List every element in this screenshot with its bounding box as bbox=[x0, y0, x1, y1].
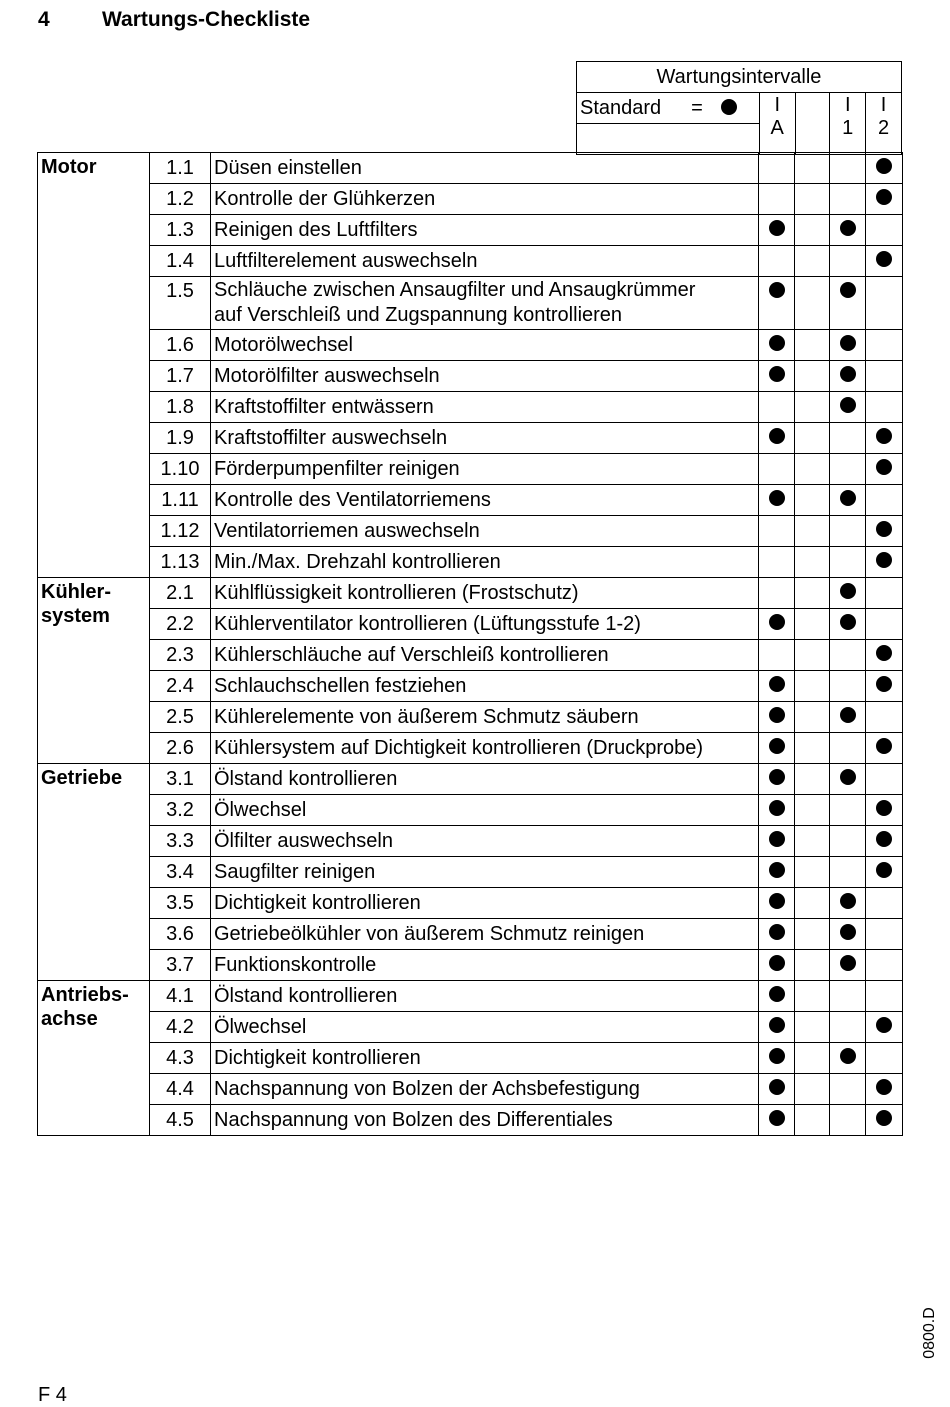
interval-cell bbox=[759, 795, 795, 826]
table-row bbox=[38, 1105, 903, 1136]
interval-cell bbox=[795, 981, 830, 1012]
bullet-dot-icon bbox=[769, 1048, 785, 1064]
bullet-dot-icon bbox=[876, 428, 892, 444]
interval-cell bbox=[830, 857, 866, 888]
item-description: Ölstand kontrollieren bbox=[211, 764, 759, 795]
item-number: 1.4 bbox=[150, 246, 211, 277]
item-number: 3.4 bbox=[150, 857, 211, 888]
interval-cell bbox=[795, 888, 830, 919]
table-row bbox=[38, 153, 903, 184]
item-number: 4.1 bbox=[150, 981, 211, 1012]
interval-cell bbox=[866, 330, 903, 361]
item-number: 2.3 bbox=[150, 640, 211, 671]
interval-cell bbox=[866, 764, 903, 795]
table-row bbox=[38, 671, 903, 702]
interval-cell bbox=[830, 246, 866, 277]
item-number: 3.3 bbox=[150, 826, 211, 857]
item-number: 2.4 bbox=[150, 671, 211, 702]
interval-cell bbox=[866, 1043, 903, 1074]
interval-cell bbox=[795, 392, 830, 423]
interval-cell bbox=[866, 361, 903, 392]
bullet-dot-icon bbox=[876, 459, 892, 475]
bullet-dot-icon bbox=[876, 800, 892, 816]
interval-cell bbox=[795, 609, 830, 640]
interval-cell bbox=[866, 1012, 903, 1043]
interval-cell bbox=[759, 981, 795, 1012]
interval-cell bbox=[795, 857, 830, 888]
item-number: 1.11 bbox=[150, 485, 211, 516]
interval-cell bbox=[759, 671, 795, 702]
interval-cell bbox=[759, 516, 795, 547]
page-number: F 4 bbox=[38, 1384, 67, 1406]
interval-cell bbox=[866, 1105, 903, 1136]
interval-cell bbox=[830, 215, 866, 246]
item-number: 2.1 bbox=[150, 578, 211, 609]
interval-cell bbox=[866, 826, 903, 857]
item-number: 1.12 bbox=[150, 516, 211, 547]
interval-cell bbox=[830, 702, 866, 733]
interval-cell bbox=[866, 516, 903, 547]
bullet-dot-icon bbox=[840, 282, 856, 298]
bullet-dot-icon bbox=[876, 521, 892, 537]
interval-cell bbox=[866, 795, 903, 826]
bullet-dot-icon bbox=[876, 1079, 892, 1095]
interval-cell bbox=[759, 702, 795, 733]
table-row bbox=[38, 640, 903, 671]
bullet-dot-icon bbox=[840, 366, 856, 382]
interval-cell bbox=[759, 361, 795, 392]
interval-cell bbox=[866, 184, 903, 215]
table-row bbox=[38, 1074, 903, 1105]
interval-cell bbox=[830, 826, 866, 857]
document-code: 0800.D bbox=[920, 1307, 938, 1359]
item-number: 4.5 bbox=[150, 1105, 211, 1136]
interval-cell bbox=[759, 392, 795, 423]
table-row bbox=[38, 609, 903, 640]
bullet-dot-icon bbox=[769, 924, 785, 940]
item-description: Nachspannung von Bolzen der Achsbefestigung bbox=[211, 1074, 759, 1105]
interval-cell bbox=[866, 888, 903, 919]
interval-cell bbox=[795, 578, 830, 609]
bullet-dot-icon bbox=[769, 366, 785, 382]
item-description: Getriebeölkühler von äußerem Schmutz reinigen bbox=[211, 919, 759, 950]
item-description: Motorölwechsel bbox=[211, 330, 759, 361]
item-description: Reinigen des Luftfilters bbox=[211, 215, 759, 246]
interval-col-1: I 1 bbox=[830, 93, 866, 155]
bullet-dot-icon bbox=[876, 738, 892, 754]
interval-cell bbox=[759, 764, 795, 795]
table-row bbox=[38, 702, 903, 733]
interval-cell bbox=[759, 578, 795, 609]
intervals-title: Wartungsintervalle bbox=[577, 62, 902, 93]
table-row bbox=[38, 246, 903, 277]
table-row bbox=[38, 547, 903, 578]
table-row bbox=[38, 888, 903, 919]
bullet-dot-icon bbox=[769, 862, 785, 878]
item-number: 1.8 bbox=[150, 392, 211, 423]
item-description: Kraftstoffilter entwässern bbox=[211, 392, 759, 423]
interval-cell bbox=[759, 919, 795, 950]
interval-cell bbox=[795, 671, 830, 702]
interval-cell bbox=[795, 215, 830, 246]
interval-cell bbox=[795, 454, 830, 485]
interval-cell bbox=[866, 857, 903, 888]
interval-cell bbox=[830, 950, 866, 981]
interval-cell bbox=[830, 153, 866, 184]
interval-cell bbox=[759, 640, 795, 671]
interval-cell bbox=[830, 671, 866, 702]
item-description: Ölwechsel bbox=[211, 1012, 759, 1043]
bullet-dot-icon bbox=[769, 831, 785, 847]
interval-cell bbox=[759, 609, 795, 640]
item-number: 4.4 bbox=[150, 1074, 211, 1105]
interval-cell bbox=[866, 277, 903, 330]
item-description: Förderpumpenfilter reinigen bbox=[211, 454, 759, 485]
interval-cell bbox=[830, 392, 866, 423]
table-row bbox=[38, 392, 903, 423]
interval-cell bbox=[759, 1043, 795, 1074]
interval-cell bbox=[830, 454, 866, 485]
interval-cell bbox=[866, 919, 903, 950]
interval-cell bbox=[795, 330, 830, 361]
heading-number: 4 bbox=[38, 8, 50, 31]
interval-cell bbox=[830, 981, 866, 1012]
interval-col-empty bbox=[795, 93, 830, 155]
interval-cell bbox=[759, 485, 795, 516]
interval-cell bbox=[866, 1074, 903, 1105]
bullet-dot-icon bbox=[769, 1017, 785, 1033]
interval-cell bbox=[759, 1074, 795, 1105]
interval-cell bbox=[830, 423, 866, 454]
interval-cell bbox=[830, 1105, 866, 1136]
interval-cell bbox=[759, 857, 795, 888]
item-number: 4.3 bbox=[150, 1043, 211, 1074]
item-number: 3.5 bbox=[150, 888, 211, 919]
interval-cell bbox=[866, 547, 903, 578]
table-row bbox=[38, 919, 903, 950]
item-description: Kühlflüssigkeit kontrollieren (Frostschutz) bbox=[211, 578, 759, 609]
item-description: Ölstand kontrollieren bbox=[211, 981, 759, 1012]
interval-cell bbox=[795, 1074, 830, 1105]
bullet-dot-icon bbox=[769, 955, 785, 971]
interval-cell bbox=[795, 950, 830, 981]
interval-cell bbox=[866, 640, 903, 671]
table-row bbox=[38, 764, 903, 795]
bullet-dot-icon bbox=[876, 552, 892, 568]
item-description: Kühlerschläuche auf Verschleiß kontrollieren bbox=[211, 640, 759, 671]
item-description: Motorölfilter auswechseln bbox=[211, 361, 759, 392]
interval-cell bbox=[830, 1074, 866, 1105]
bullet-dot-icon bbox=[876, 1110, 892, 1126]
interval-cell bbox=[830, 547, 866, 578]
interval-cell bbox=[759, 547, 795, 578]
bullet-dot-icon bbox=[769, 282, 785, 298]
item-description: Kontrolle des Ventilatorriemens bbox=[211, 485, 759, 516]
interval-cell bbox=[830, 609, 866, 640]
item-number: 3.1 bbox=[150, 764, 211, 795]
bullet-dot-icon bbox=[769, 800, 785, 816]
bullet-dot-icon bbox=[840, 583, 856, 599]
item-description: Funktionskontrolle bbox=[211, 950, 759, 981]
bullet-dot-icon bbox=[769, 676, 785, 692]
interval-cell bbox=[795, 361, 830, 392]
item-description: Kraftstoffilter auswechseln bbox=[211, 423, 759, 454]
interval-cell bbox=[866, 733, 903, 764]
interval-cell bbox=[866, 981, 903, 1012]
page-heading bbox=[38, 8, 310, 32]
table-row bbox=[38, 1043, 903, 1074]
bullet-dot-icon bbox=[876, 1017, 892, 1033]
interval-cell bbox=[795, 516, 830, 547]
bullet-dot-icon bbox=[876, 158, 892, 174]
bullet-dot-icon bbox=[769, 220, 785, 236]
table-row bbox=[38, 795, 903, 826]
item-number: 3.7 bbox=[150, 950, 211, 981]
item-number: 2.2 bbox=[150, 609, 211, 640]
interval-cell bbox=[830, 919, 866, 950]
interval-cell bbox=[866, 153, 903, 184]
item-number: 1.10 bbox=[150, 454, 211, 485]
item-number: 1.1 bbox=[150, 153, 211, 184]
item-description: Ventilatorriemen auswechseln bbox=[211, 516, 759, 547]
interval-cell bbox=[795, 795, 830, 826]
item-description: Ölfilter auswechseln bbox=[211, 826, 759, 857]
interval-cell bbox=[795, 764, 830, 795]
item-description: Kühlersystem auf Dichtigkeit kontrollieren (Druckprobe) bbox=[211, 733, 759, 764]
interval-cell bbox=[866, 423, 903, 454]
item-number: 1.9 bbox=[150, 423, 211, 454]
bullet-dot-icon bbox=[840, 220, 856, 236]
item-number: 1.2 bbox=[150, 184, 211, 215]
bullet-dot-icon bbox=[769, 614, 785, 630]
bullet-dot-icon bbox=[840, 707, 856, 723]
interval-cell bbox=[866, 702, 903, 733]
bullet-dot-icon bbox=[840, 614, 856, 630]
item-description: Kühlerelemente von äußerem Schmutz säubern bbox=[211, 702, 759, 733]
standard-legend bbox=[577, 93, 760, 124]
interval-cell bbox=[795, 733, 830, 764]
interval-cell bbox=[830, 1012, 866, 1043]
table-row bbox=[38, 184, 903, 215]
interval-cell bbox=[830, 1043, 866, 1074]
table-row bbox=[38, 857, 903, 888]
interval-cell bbox=[830, 640, 866, 671]
interval-cell bbox=[830, 578, 866, 609]
bullet-dot-icon bbox=[876, 645, 892, 661]
interval-cell bbox=[830, 330, 866, 361]
interval-cell bbox=[759, 826, 795, 857]
table-row bbox=[38, 981, 903, 1012]
table-row bbox=[38, 215, 903, 246]
item-description: Schläuche zwischen Ansaugfilter und Ansaugkrümmer auf Verschleiß und Zugspannung kontrollieren bbox=[211, 277, 759, 330]
standard-label: Standard bbox=[580, 96, 662, 119]
bullet-dot-icon bbox=[840, 955, 856, 971]
interval-cell bbox=[795, 919, 830, 950]
bullet-dot-icon bbox=[840, 893, 856, 909]
interval-cell bbox=[866, 454, 903, 485]
interval-cell bbox=[795, 1105, 830, 1136]
item-number: 2.6 bbox=[150, 733, 211, 764]
interval-cell bbox=[830, 361, 866, 392]
item-number: 1.13 bbox=[150, 547, 211, 578]
bullet-dot-icon bbox=[840, 490, 856, 506]
item-number: 1.5 bbox=[150, 277, 211, 330]
interval-cell bbox=[759, 246, 795, 277]
item-description: Saugfilter reinigen bbox=[211, 857, 759, 888]
table-row bbox=[38, 330, 903, 361]
interval-cell bbox=[759, 184, 795, 215]
item-number: 4.2 bbox=[150, 1012, 211, 1043]
heading-title: Wartungs-Checkliste bbox=[102, 8, 311, 31]
item-description: Min./Max. Drehzahl kontrollieren bbox=[211, 547, 759, 578]
bullet-dot-icon bbox=[876, 189, 892, 205]
group-label: Getriebe bbox=[38, 764, 150, 981]
interval-cell bbox=[795, 640, 830, 671]
table-row bbox=[38, 516, 903, 547]
bullet-dot-icon bbox=[876, 862, 892, 878]
item-number: 1.3 bbox=[150, 215, 211, 246]
bullet-dot-icon bbox=[769, 428, 785, 444]
equals-sign: = bbox=[691, 96, 703, 119]
interval-cell bbox=[866, 609, 903, 640]
bullet-dot-icon bbox=[769, 707, 785, 723]
table-row bbox=[38, 361, 903, 392]
interval-cell bbox=[830, 795, 866, 826]
interval-cell bbox=[866, 215, 903, 246]
bullet-dot-icon bbox=[769, 335, 785, 351]
interval-cell bbox=[795, 485, 830, 516]
interval-header bbox=[576, 61, 902, 155]
item-number: 2.5 bbox=[150, 702, 211, 733]
item-description: Schlauchschellen festziehen bbox=[211, 671, 759, 702]
bullet-dot-icon bbox=[769, 893, 785, 909]
interval-cell bbox=[795, 423, 830, 454]
group-label: Kühler- system bbox=[38, 578, 150, 764]
bullet-dot-icon bbox=[876, 831, 892, 847]
interval-cell bbox=[759, 330, 795, 361]
interval-cell bbox=[759, 277, 795, 330]
table-row bbox=[38, 277, 903, 330]
bullet-dot-icon bbox=[769, 738, 785, 754]
interval-cell bbox=[830, 184, 866, 215]
interval-cell bbox=[759, 454, 795, 485]
checklist-table bbox=[37, 152, 903, 1136]
item-description: Dichtigkeit kontrollieren bbox=[211, 1043, 759, 1074]
item-description: Düsen einstellen bbox=[211, 153, 759, 184]
interval-cell bbox=[866, 246, 903, 277]
table-row bbox=[38, 950, 903, 981]
interval-cell bbox=[795, 1012, 830, 1043]
interval-cell bbox=[759, 733, 795, 764]
table-row bbox=[38, 454, 903, 485]
table-row bbox=[38, 826, 903, 857]
interval-cell bbox=[795, 184, 830, 215]
item-number: 3.2 bbox=[150, 795, 211, 826]
item-description: Kontrolle der Glühkerzen bbox=[211, 184, 759, 215]
item-description: Dichtigkeit kontrollieren bbox=[211, 888, 759, 919]
bullet-dot-icon bbox=[840, 924, 856, 940]
table-row bbox=[38, 578, 903, 609]
interval-col-2: I 2 bbox=[866, 93, 902, 155]
item-description: Luftfilterelement auswechseln bbox=[211, 246, 759, 277]
interval-cell bbox=[830, 485, 866, 516]
group-label: Antriebs- achse bbox=[38, 981, 150, 1136]
interval-cell bbox=[866, 392, 903, 423]
item-description: Ölwechsel bbox=[211, 795, 759, 826]
interval-cell bbox=[830, 733, 866, 764]
interval-cell bbox=[795, 1043, 830, 1074]
bullet-dot-icon bbox=[840, 1048, 856, 1064]
bullet-dot-icon bbox=[840, 397, 856, 413]
interval-cell bbox=[830, 277, 866, 330]
item-number: 3.6 bbox=[150, 919, 211, 950]
interval-col-a: I A bbox=[759, 93, 795, 155]
bullet-dot-icon bbox=[769, 986, 785, 1002]
interval-cell bbox=[795, 547, 830, 578]
bullet-dot-icon bbox=[769, 769, 785, 785]
bullet-dot-icon bbox=[840, 335, 856, 351]
interval-cell bbox=[866, 671, 903, 702]
interval-cell bbox=[795, 153, 830, 184]
interval-cell bbox=[830, 888, 866, 919]
item-number: 1.6 bbox=[150, 330, 211, 361]
interval-cell bbox=[795, 702, 830, 733]
interval-cell bbox=[795, 277, 830, 330]
bullet-dot-icon bbox=[769, 1110, 785, 1126]
interval-cell bbox=[759, 1105, 795, 1136]
bullet-dot-icon bbox=[769, 1079, 785, 1095]
table-row bbox=[38, 1012, 903, 1043]
interval-cell bbox=[759, 950, 795, 981]
bullet-dot-icon bbox=[769, 490, 785, 506]
interval-cell bbox=[759, 888, 795, 919]
interval-cell bbox=[830, 516, 866, 547]
bullet-dot-icon bbox=[876, 676, 892, 692]
standard-blank bbox=[577, 124, 760, 155]
table-row bbox=[38, 423, 903, 454]
bullet-dot-icon bbox=[876, 251, 892, 267]
interval-cell bbox=[866, 950, 903, 981]
table-row bbox=[38, 733, 903, 764]
interval-cell bbox=[759, 153, 795, 184]
item-description: Kühlerventilator kontrollieren (Lüftungsstufe 1-2) bbox=[211, 609, 759, 640]
item-description: Nachspannung von Bolzen des Differentiales bbox=[211, 1105, 759, 1136]
interval-cell bbox=[759, 215, 795, 246]
interval-cell bbox=[866, 578, 903, 609]
bullet-dot-icon bbox=[721, 99, 737, 115]
bullet-dot-icon bbox=[840, 769, 856, 785]
interval-cell bbox=[795, 246, 830, 277]
interval-cell bbox=[795, 826, 830, 857]
group-label: Motor bbox=[38, 153, 150, 578]
interval-cell bbox=[759, 1012, 795, 1043]
table-row bbox=[38, 485, 903, 516]
interval-cell bbox=[830, 764, 866, 795]
interval-cell bbox=[866, 485, 903, 516]
interval-cell bbox=[759, 423, 795, 454]
item-number: 1.7 bbox=[150, 361, 211, 392]
